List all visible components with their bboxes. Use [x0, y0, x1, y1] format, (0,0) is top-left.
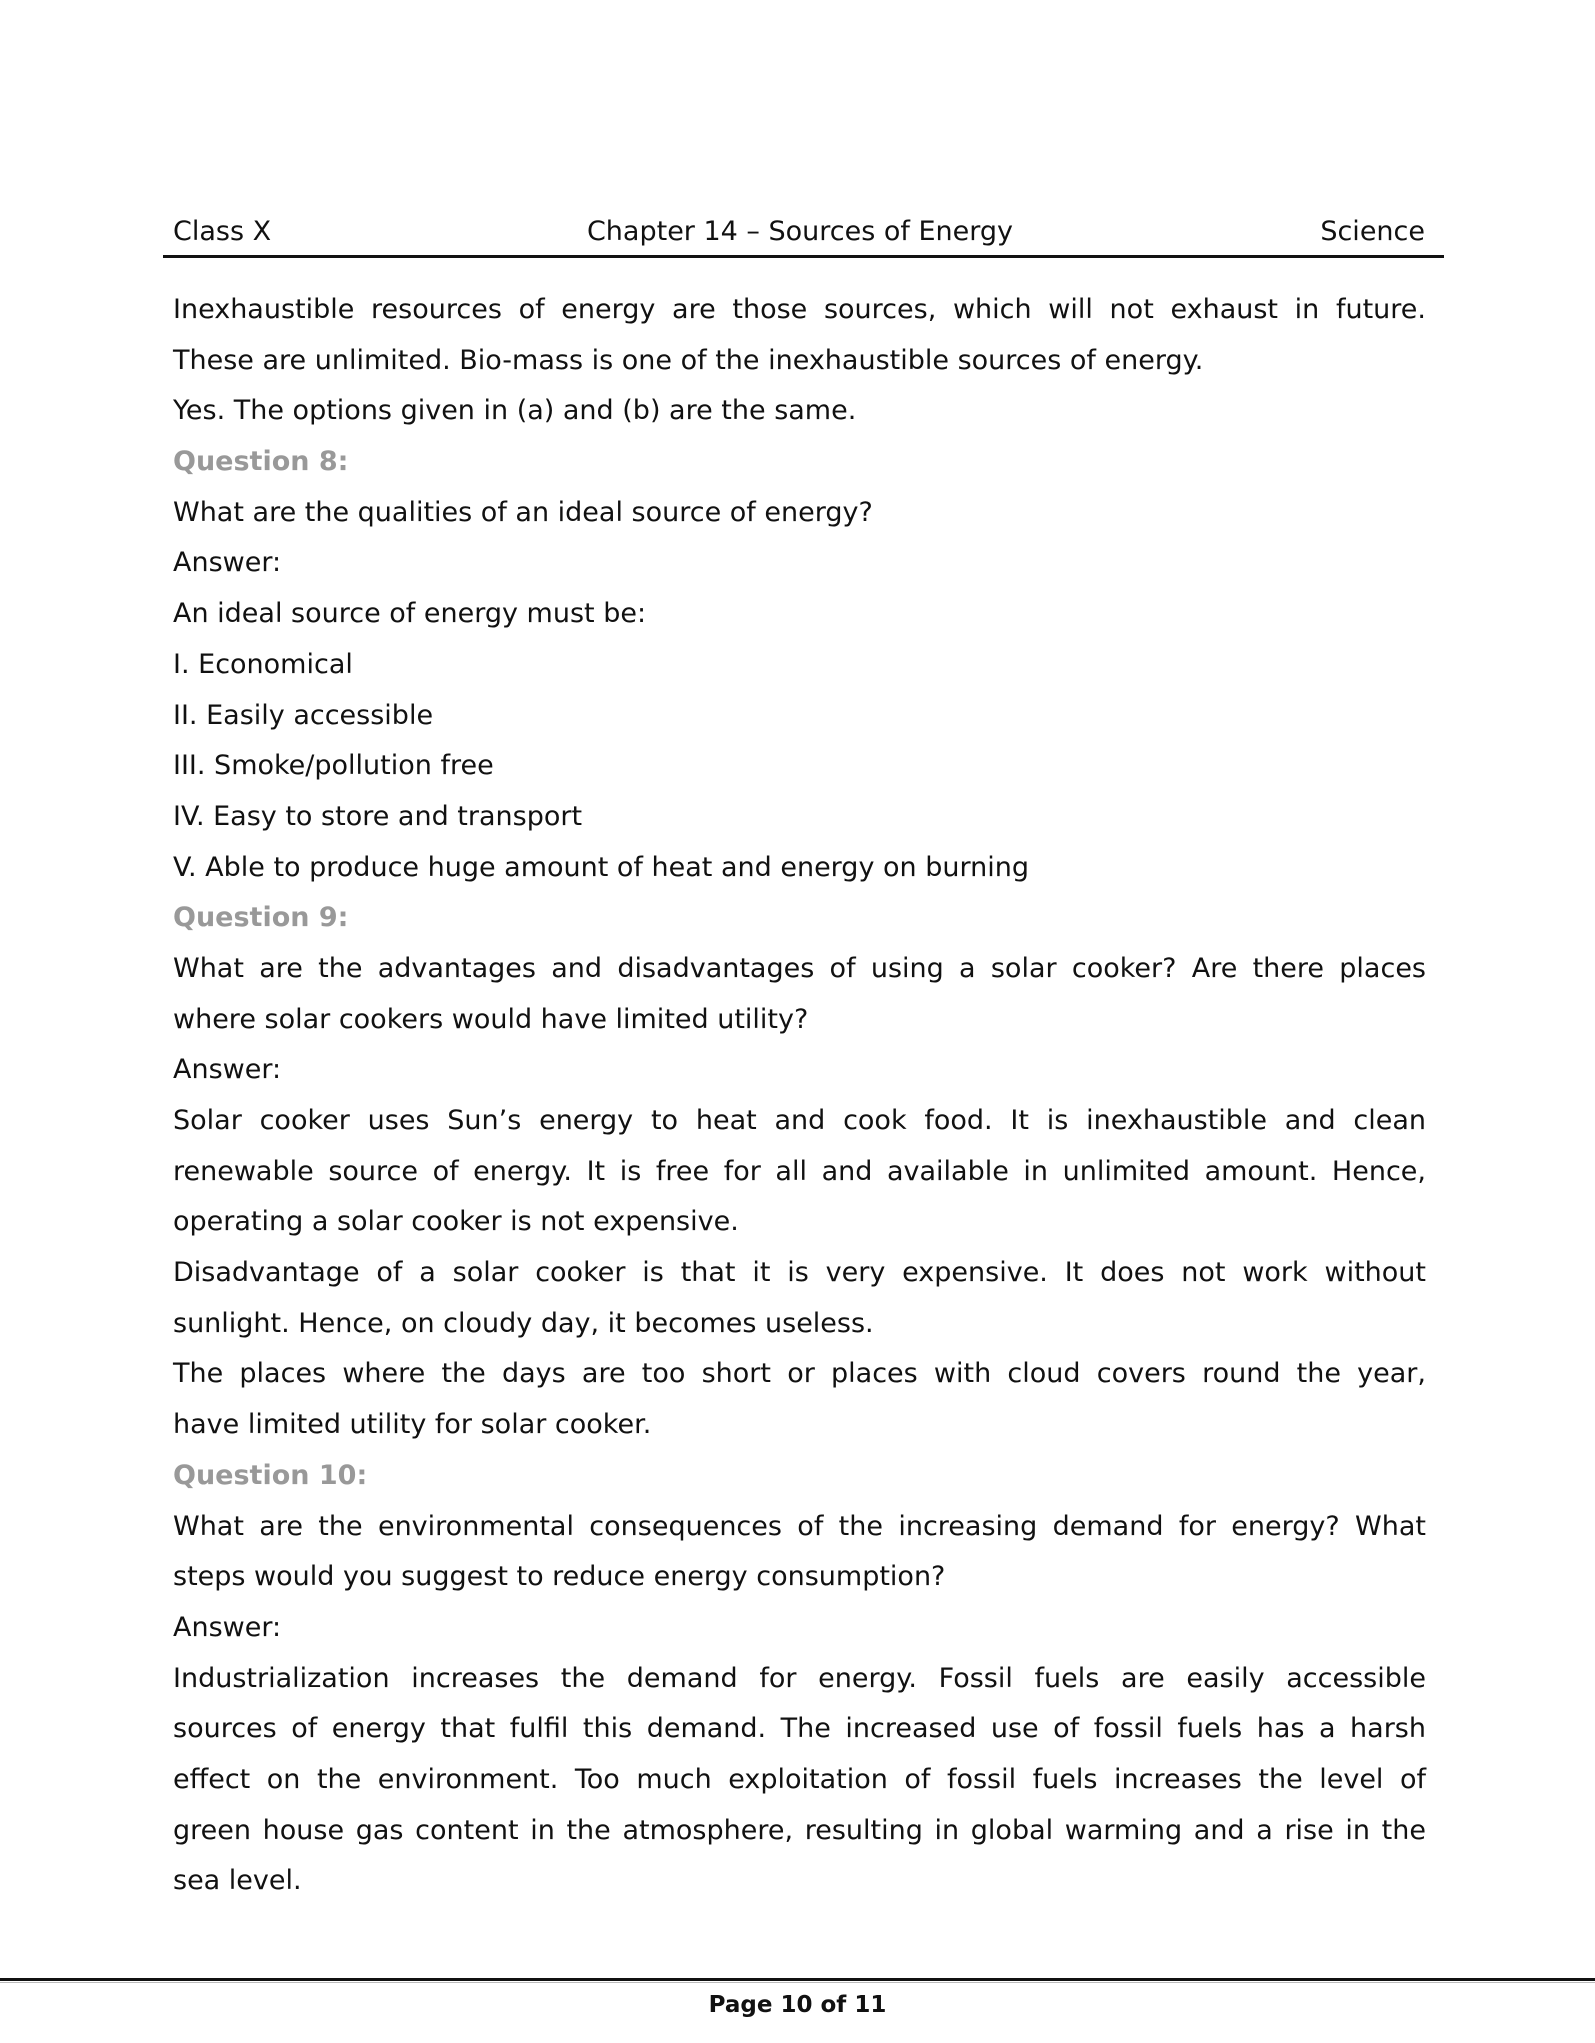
header-divider: [163, 255, 1444, 258]
text-line: sea level.: [173, 1865, 302, 1897]
question-heading: Question 10:: [173, 1459, 368, 1491]
page-number: Page 10 of 11: [708, 1992, 887, 2018]
text-line: Answer:: [173, 547, 282, 579]
text-line: sources of energy that fulfil this demand. The increased use of fossil fuels has a harsh: [173, 1713, 1426, 1745]
text-line: These are unlimited. Bio-mass is one of the inexhaustible sources of energy.: [173, 344, 1204, 376]
text-line: The places where the days are too short or places with cloud covers round the year,: [173, 1358, 1426, 1390]
text-line: Industrialization increases the demand for energy. Fossil fuels are easily accessible: [173, 1662, 1426, 1694]
page-body: [173, 290, 1426, 1912]
text-line: Answer:: [173, 1611, 282, 1643]
text-line: I. Economical: [173, 648, 353, 680]
text-line: V. Able to produce huge amount of heat and energy on burning: [173, 851, 1029, 883]
header-subject: Science: [1320, 216, 1425, 247]
text-line: where solar cookers would have limited utility?: [173, 1003, 809, 1035]
text-line: An ideal source of energy must be:: [173, 598, 647, 630]
text-line: renewable source of energy. It is free for all and available in unlimited amount. Hence,: [173, 1155, 1426, 1187]
text-line: Disadvantage of a solar cooker is that it is very expensive. It does not work without: [173, 1257, 1426, 1289]
text-line: effect on the environment. Too much exploitation of fossil fuels increases the level of: [173, 1763, 1426, 1795]
text-line: have limited utility for solar cooker.: [173, 1409, 652, 1441]
text-line: Answer:: [173, 1054, 282, 1086]
text-line: green house gas content in the atmosphere, resulting in global warming and a rise in the: [173, 1814, 1426, 1846]
question-heading: Question 9:: [173, 902, 349, 934]
text-line: What are the environmental consequences of the increasing demand for energy? What: [173, 1510, 1426, 1542]
text-line: steps would you suggest to reduce energy consumption?: [173, 1561, 946, 1593]
footer-divider: [0, 1978, 1595, 1981]
text-line: Yes. The options given in (a) and (b) are the same.: [173, 395, 857, 427]
text-line: II. Easily accessible: [173, 699, 434, 731]
text-line: IV. Easy to store and transport: [173, 800, 583, 832]
header-class: Class X: [173, 216, 272, 247]
question-heading: Question 8:: [173, 446, 349, 478]
text-line: What are the qualities of an ideal source of energy?: [173, 496, 873, 528]
text-line: sunlight. Hence, on cloudy day, it becomes useless.: [173, 1307, 874, 1339]
text-line: What are the advantages and disadvantages of using a solar cooker? Are there places: [173, 952, 1426, 984]
text-line: III. Smoke/pollution free: [173, 750, 494, 782]
text-line: Solar cooker uses Sun’s energy to heat and cook food. It is inexhaustible and clean: [173, 1105, 1426, 1136]
header-chapter-title: Chapter 14 – Sources of Energy: [586, 216, 1014, 247]
text-line: operating a solar cooker is not expensive.: [173, 1206, 739, 1238]
footer-divider-shadow: [0, 1982, 1595, 1983]
text-line: Inexhaustible resources of energy are those sources, which will not exhaust in future.: [173, 294, 1426, 325]
